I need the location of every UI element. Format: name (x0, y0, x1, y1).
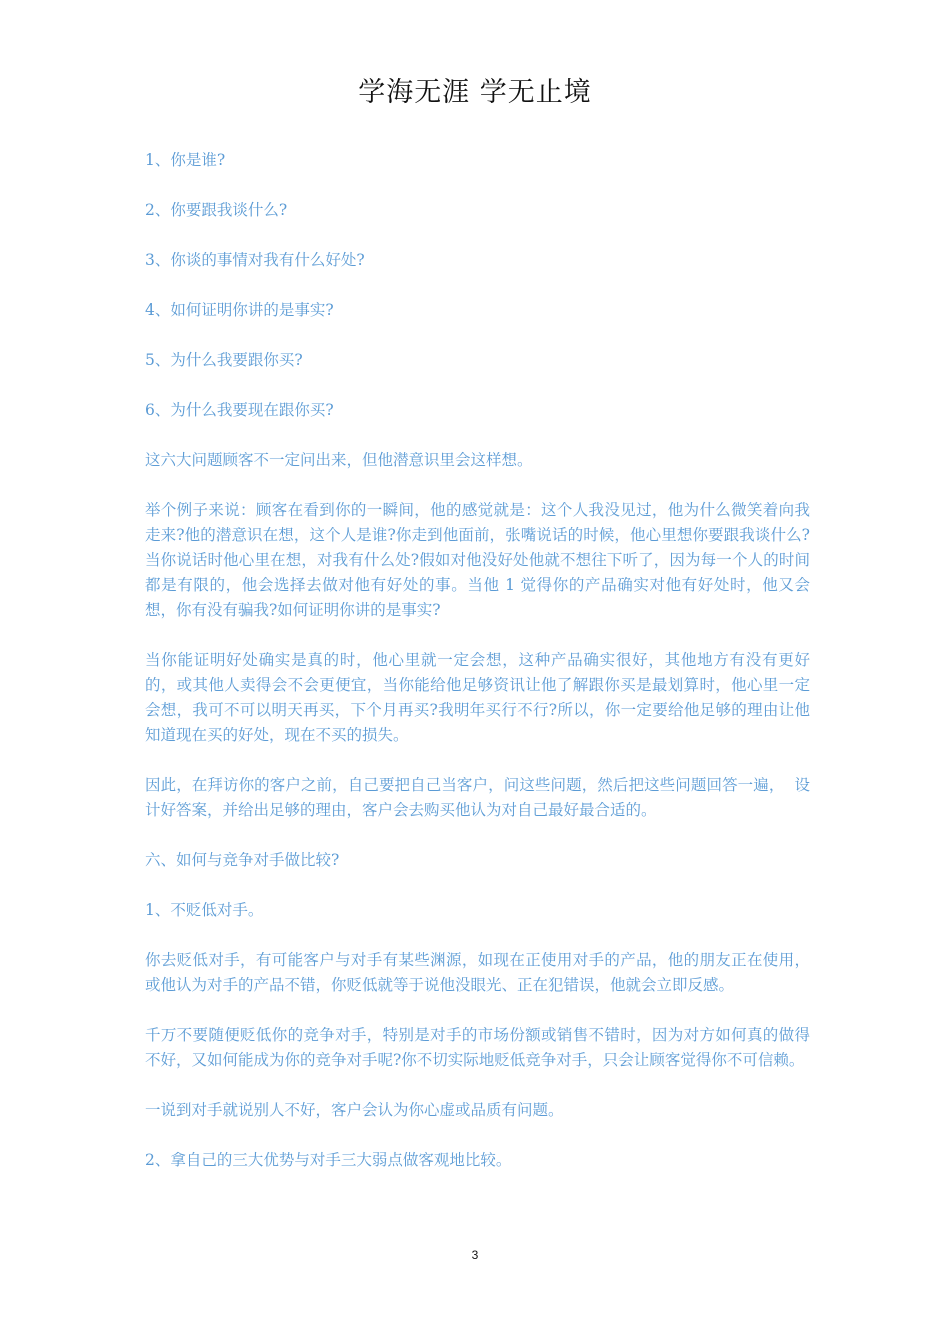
list-item-question-6: 6、为什么我要现在跟你买? (145, 401, 334, 419)
body-paragraph: 千万不要随便贬低你的竞争对手，特别是对手的市场份额或销售不错时，因为对方如何真的做得不好，又如何能成为你的竞争对手呢?你不切实际地贬低竞争对手，只会让顾客觉得你不可信赖。 (145, 1026, 810, 1069)
section-heading: 六、如何与竞争对手做比较? (145, 851, 340, 869)
body-paragraph: 举个例子来说：顾客在看到你的一瞬间，他的感觉就是：这个人我没见过，他为什么微笑着向我走来?他的潜意识在想，这个人是谁?你走到他面前，张嘴说话的时候，他心里想你要跟我谈什么?当你说话时他心里在想，对我有什么处?假如对他没好处他就不想往下听了，因为每一个人的时间都是有限的，他会选择去做对他有好处的事。当他 1 觉得你的产品确实对他有好处时，他又会想，你有没有骗我?如何证明你讲的是事实? (145, 501, 810, 619)
body-paragraph: 因此，在拜访你的客户之前，自己要把自己当客户，问这些问题，然后把这些问题回答一遍， 设计好答案，并给出足够的理由，客户会去购买他认为对自己最好最合适的。 (145, 776, 810, 819)
body-paragraph: 你去贬低对手，有可能客户与对手有某些渊源，如现在正使用对手的产品，他的朋友正在使用，或他认为对手的产品不错，你贬低就等于说他没眼光、正在犯错误，他就会立即反感。 (145, 951, 810, 994)
body-paragraph: 当你能证明好处确实是真的时，他心里就一定会想，这种产品确实很好，其他地方有没有更好的，或其他人卖得会不会更便宜，当你能给他足够资讯让他了解跟你买是最划算时，他心里一定会想，我可不可以明天再买，下个月再买?我明年买行不行?所以，你一定要给他足够的理由让他知道现在买的好处，现在不买的损失。 (145, 651, 810, 744)
subsection-heading: 1、不贬低对手。 (145, 901, 264, 919)
list-item-question-3: 3、你谈的事情对我有什么好处? (145, 251, 365, 269)
list-item-question-4: 4、如何证明你讲的是事实? (145, 301, 334, 319)
document-body (145, 148, 810, 1198)
body-paragraph: 一说到对手就说别人不好，客户会认为你心虚或品质有问题。 (145, 1101, 564, 1119)
list-item-question-2: 2、你要跟我谈什么? (145, 201, 288, 219)
list-item-question-5: 5、为什么我要跟你买? (145, 351, 303, 369)
page-header-title: 学海无涯 学无止境 (358, 77, 592, 108)
subsection-heading: 2、拿自己的三大优势与对手三大弱点做客观地比较。 (145, 1151, 512, 1169)
page-number: 3 (471, 1248, 479, 1262)
body-paragraph: 这六大问题顾客不一定问出来，但他潜意识里会这样想。 (145, 451, 533, 469)
list-item-question-1: 1、你是谁? (145, 151, 226, 169)
